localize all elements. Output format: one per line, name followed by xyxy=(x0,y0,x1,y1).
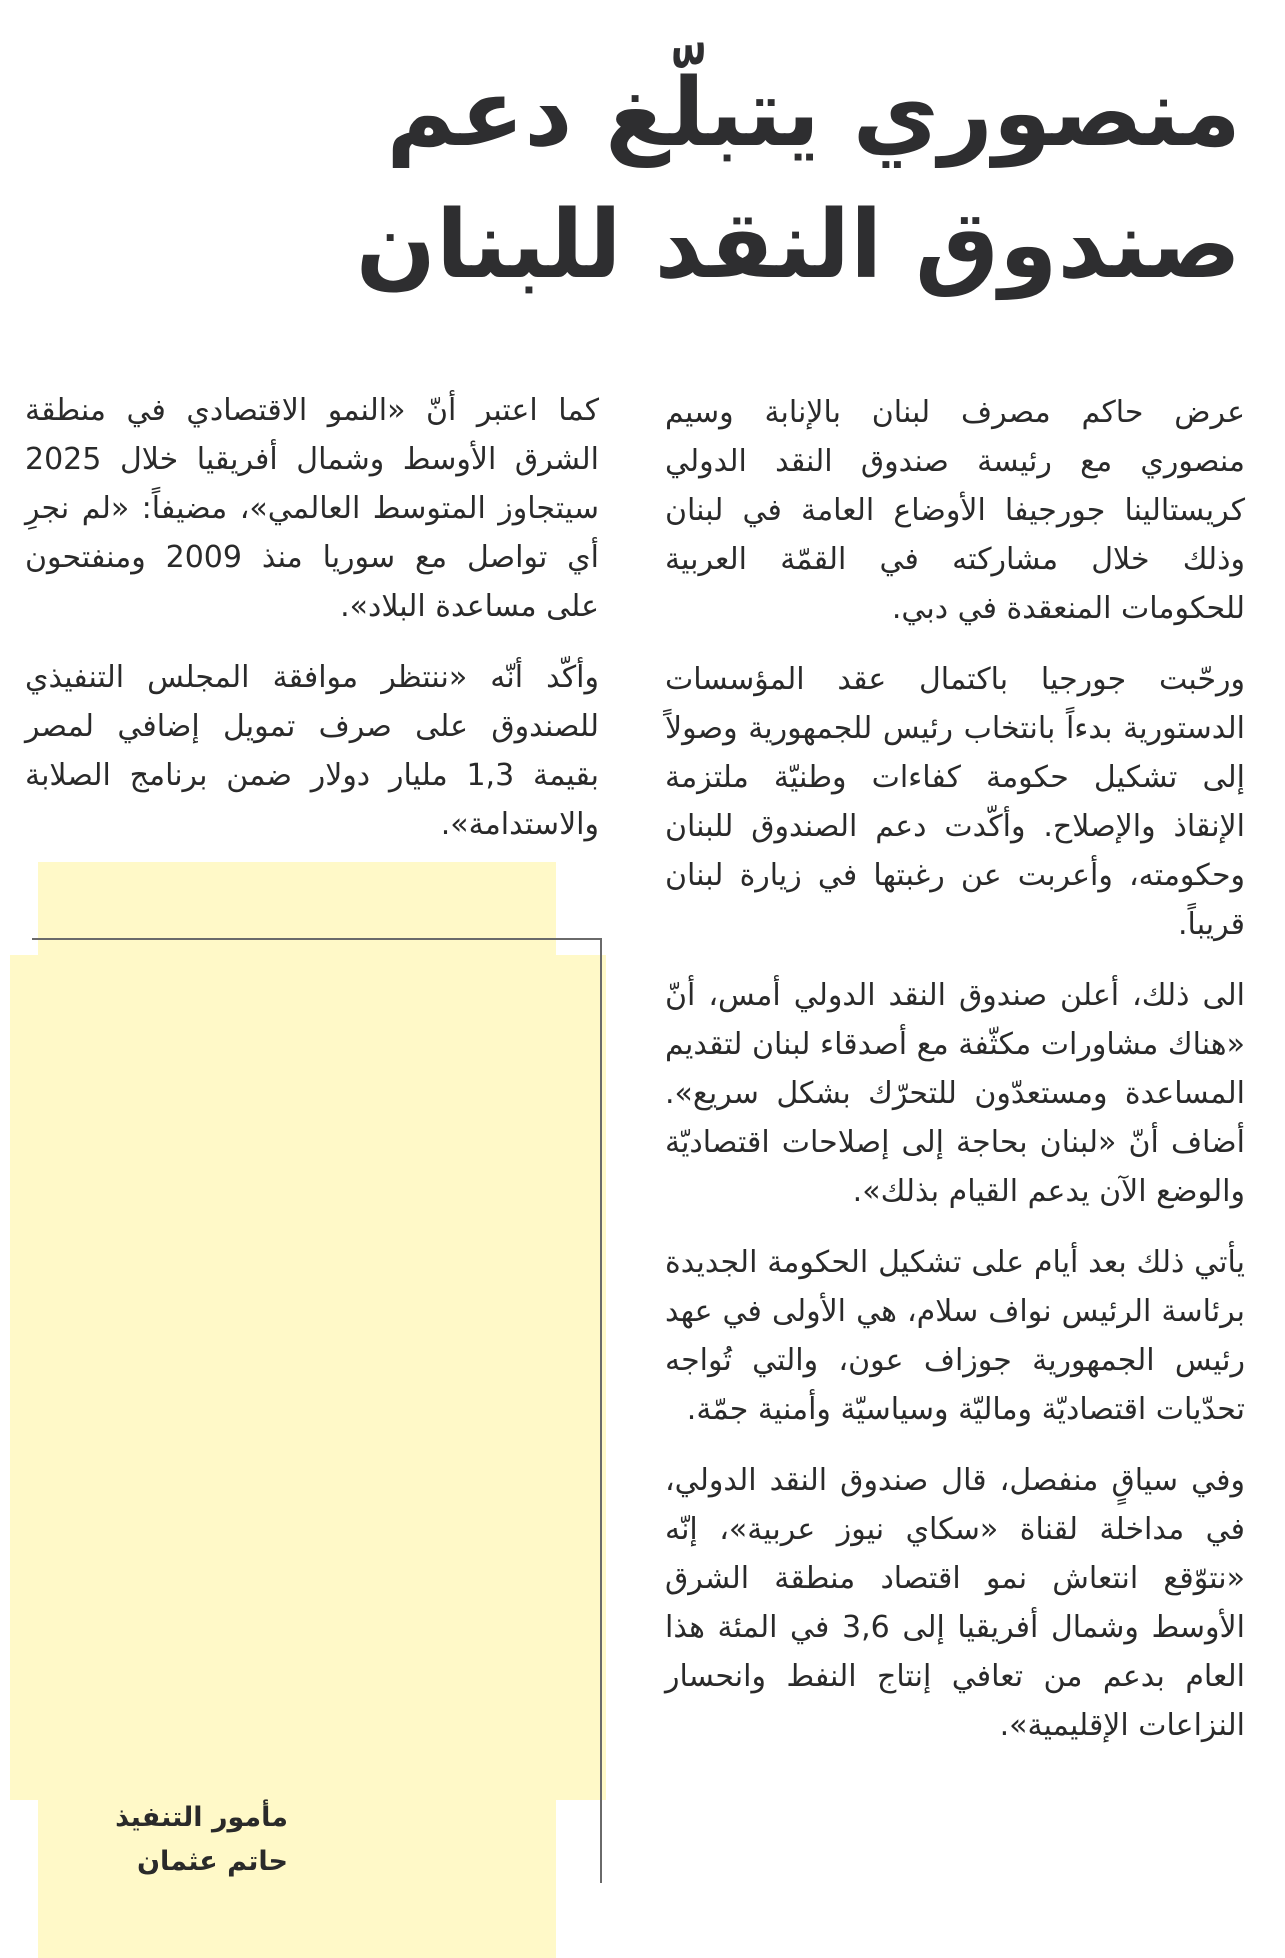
paragraph: يأتي ذلك بعد أيام على تشكيل الحكومة الجديدة برئاسة الرئيس نواف سلام، هي الأولى في عهد رئيس الجمهورية جوزاف عون، والتي تُواجه تحدّيات اقتصاديّة وماليّة وسياسيّة وأمنية جمّة. xyxy=(665,1245,1245,1427)
article-column-left xyxy=(25,386,599,871)
caption-name: حاتم عثمان xyxy=(136,1846,288,1877)
box-rule-top xyxy=(32,938,602,940)
highlight-block xyxy=(10,955,606,1800)
article-headline xyxy=(141,48,1241,312)
headline-line-1: منصوري يتبلّغ دعم xyxy=(386,59,1241,168)
article-column-right xyxy=(665,388,1245,1772)
paragraph: كما اعتبر أنّ «النمو الاقتصادي في منطقة الشرق الأوسط وشمال أفريقيا خلال 2025 سيتجاوز المتوسط العالمي»، مضيفاً: «لم نجرِ أي تواصل مع سوريا منذ 2009 ومنفتحون على مساعدة البلاد». xyxy=(25,393,599,624)
headline-line-2: صندوق النقد للبنان xyxy=(355,191,1241,300)
box-rule-side xyxy=(600,938,602,1883)
paragraph: عرض حاكم مصرف لبنان بالإنابة وسيم منصوري مع رئيسة صندوق النقد الدولي كريستالينا جورجيفا الأوضاع العامة في لبنان وذلك خلال مشاركته في القمّة العربية للحكومات المنعقدة في دبي. xyxy=(665,395,1245,626)
paragraph: الى ذلك، أعلن صندوق النقد الدولي أمس، أنّ «هناك مشاورات مكثّفة مع أصدقاء لبنان لتقديم المساعدة ومستعدّون للتحرّك بشكل سريع». أضاف أنّ «لبنان بحاجة إلى إصلاحات اقتصاديّة والوضع الآن يدعم القيام بذلك». xyxy=(665,978,1245,1209)
caption-title: مأمور التنفيذ xyxy=(115,1802,288,1833)
paragraph: وأكّد أنّه «ننتظر موافقة المجلس التنفيذي للصندوق على صرف تمويل إضافي لمصر بقيمة 1,3 مليار دولار ضمن برنامج الصلابة والاستدامة». xyxy=(25,660,599,842)
paragraph: وفي سياقٍ منفصل، قال صندوق النقد الدولي، في مداخلة لقناة «سكاي نيوز عربية»، إنّه «نتوّقع انتعاش نمو اقتصاد منطقة الشرق الأوسط وشمال أفريقيا إلى 3,6 في المئة هذا العام بدعم من تعافي إنتاج النفط وانحسار النزاعات الإقليمية». xyxy=(665,1463,1245,1743)
paragraph: ورحّبت جورجيا باكتمال عقد المؤسسات الدستورية بدءاً بانتخاب رئيس للجمهورية وصولاً إلى تشكيل حكومة كفاءات وطنيّة ملتزمة الإنقاذ والإصلاح. وأكّدت دعم الصندوق للبنان وحكومته، وأعربت عن رغبتها في زيارة لبنان قريباً. xyxy=(665,662,1245,942)
signature-caption xyxy=(28,1796,288,1884)
